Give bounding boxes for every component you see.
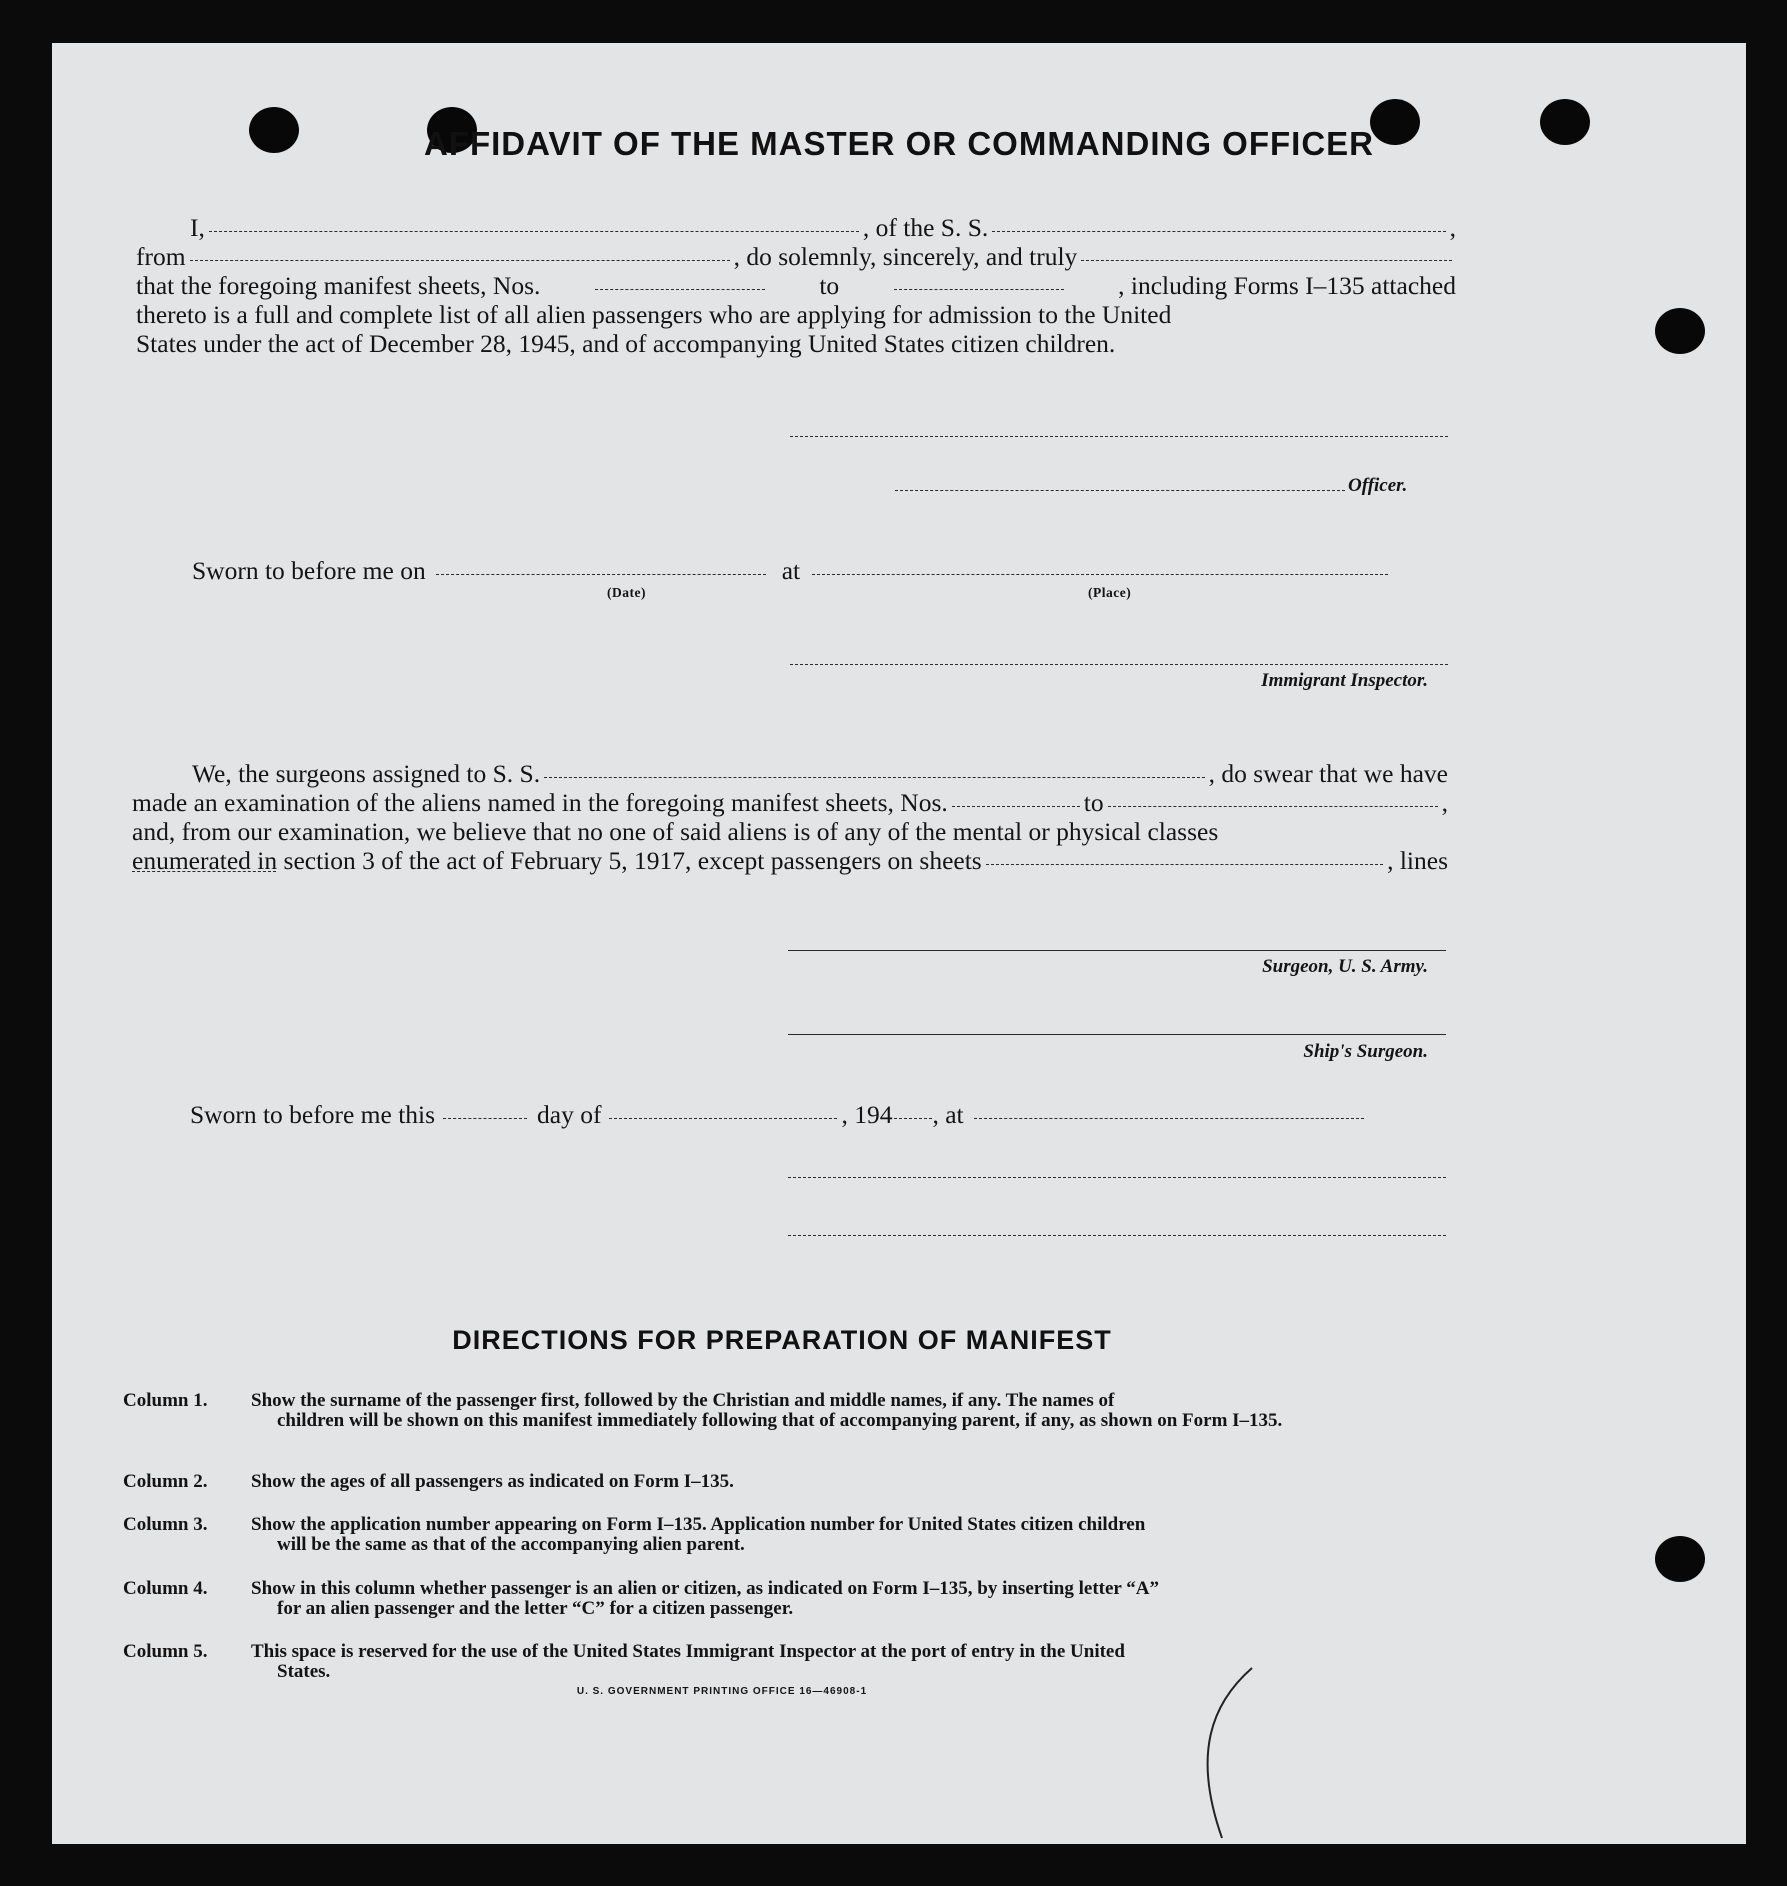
surgeons-paragraph <box>132 759 1448 904</box>
direction-continuation: children will be shown on this manifest immediately following that of accompanying parent, if any, as shown on Form I–135. <box>277 1410 1283 1431</box>
direction-text <box>251 1579 1443 1619</box>
direction-column-2 <box>123 1472 1443 1492</box>
punch-hole <box>1655 1536 1705 1582</box>
direction-text <box>251 1391 1443 1431</box>
affidavit-line-2 <box>136 242 1456 271</box>
direction-column-3 <box>123 1515 1443 1555</box>
affidavit-line-5 <box>136 329 1456 358</box>
master-name-field[interactable] <box>209 231 859 232</box>
direction-text <box>251 1472 1443 1492</box>
sworn-day-field[interactable] <box>443 1118 527 1119</box>
affidavit-line-1 <box>136 213 1456 242</box>
pencil-mark <box>1192 1663 1272 1843</box>
directions-title: DIRECTIONS FOR PREPARATION OF MANIFEST <box>452 1325 1112 1355</box>
direction-column-1 <box>123 1391 1443 1431</box>
printer-imprint: U. S. GOVERNMENT PRINTING OFFICE 16—46908-1 <box>576 1686 868 1697</box>
affidavit-text: I, <box>190 213 205 242</box>
affidavit-text: , do solemnly, sincerely, and truly <box>733 242 1078 271</box>
surgeons-text: and, from our examination, we believe that no one of said aliens is of any of the mental or physical classes <box>132 817 1219 846</box>
sworn-text: Sworn to before me on <box>192 556 426 585</box>
direction-column-label: Column 2. <box>123 1471 208 1492</box>
surgeons-line-2 <box>132 788 1448 817</box>
army-surgeon-label: Surgeon, U. S. Army. <box>1262 956 1428 977</box>
sworn-day-text: Sworn to before me this <box>190 1100 436 1129</box>
affidavit-paragraph <box>136 213 1456 358</box>
form-sheet <box>52 43 1746 1844</box>
inspector-signature-line[interactable] <box>790 664 1448 665</box>
signature-line[interactable] <box>790 436 1448 437</box>
date-label: (Date) <box>607 585 646 600</box>
except-sheets-field[interactable] <box>986 864 1383 865</box>
direction-column-4 <box>123 1579 1443 1619</box>
place-label: (Place) <box>1088 585 1132 600</box>
sworn-day-text: day of <box>537 1100 602 1129</box>
direction-line: Show the application number appearing on Form I–135. Application number for United States citizen children <box>251 1514 1146 1535</box>
sworn-year-field[interactable] <box>894 1118 932 1119</box>
direction-text <box>251 1515 1443 1555</box>
ship-surgeon-signature-line[interactable] <box>788 1034 1446 1035</box>
sworn-month-field[interactable] <box>609 1118 837 1119</box>
sheet-from-field[interactable] <box>595 289 765 290</box>
surgeon-sheet-to-field[interactable] <box>1108 806 1438 807</box>
surgeons-text: to <box>1083 788 1104 817</box>
sworn-place-field[interactable] <box>812 574 1388 575</box>
sheet-to-field[interactable] <box>894 289 1064 290</box>
direction-column-label: Column 5. <box>123 1641 208 1662</box>
affidavit-text: from <box>136 242 186 271</box>
declaration-field[interactable] <box>1081 260 1452 261</box>
direction-column-label: Column 1. <box>123 1390 208 1411</box>
affidavit-text: States under the act of December 28, 1945, and of accompanying United States citizen children. <box>136 329 1116 358</box>
direction-column-label: Column 3. <box>123 1514 208 1535</box>
surgeons-line-5 <box>132 875 1448 904</box>
surgeons-text: enumerated in section 3 of the act of February 5, 1917, except passengers on sheets <box>132 846 982 875</box>
affidavit-text: , <box>1449 213 1456 242</box>
page-title: AFFIDAVIT OF THE MASTER OR COMMANDING OFFICER <box>423 125 1374 162</box>
surgeons-text: , <box>1441 788 1448 817</box>
inspector-label: Immigrant Inspector. <box>1261 670 1428 691</box>
sworn-at-text: at <box>781 556 801 585</box>
surgeons-line-4 <box>132 846 1448 875</box>
signature-line[interactable] <box>788 1177 1446 1178</box>
army-surgeon-signature-line[interactable] <box>788 950 1446 951</box>
signature-line[interactable] <box>788 1235 1446 1236</box>
ship-surgeon-label: Ship's Surgeon. <box>1303 1041 1428 1062</box>
officer-label: Officer. <box>1348 475 1408 496</box>
affidavit-text: to <box>819 271 840 300</box>
affidavit-text: that the foregoing manifest sheets, Nos. <box>136 271 541 300</box>
surgeons-text: , lines <box>1387 846 1448 875</box>
sworn-day-row <box>190 1100 1368 1130</box>
lines-field[interactable] <box>132 871 276 872</box>
sworn-day-text: , 194 <box>841 1100 893 1129</box>
affidavit-text: , including Forms I–135 attached <box>1118 271 1456 300</box>
surgeons-text: We, the surgeons assigned to S. S. <box>192 759 541 788</box>
surgeons-line-3 <box>132 817 1448 846</box>
sworn-day-place-field[interactable] <box>974 1118 1364 1119</box>
sworn-day-text: , at <box>932 1100 964 1129</box>
sworn-date-row <box>192 556 1392 586</box>
direction-line: Show the surname of the passenger first, followed by the Christian and middle names, if any. The names of <box>251 1390 1115 1411</box>
surgeons-line-1 <box>132 759 1448 788</box>
direction-continuation: will be the same as that of the accompanying alien parent. <box>277 1534 745 1555</box>
affidavit-text: thereto is a full and complete list of all alien passengers who are applying for admission to the United <box>136 300 1172 329</box>
officer-signature-line[interactable] <box>895 490 1345 491</box>
direction-line: Show the ages of all passengers as indicated on Form I–135. <box>251 1471 734 1492</box>
surgeon-ship-field[interactable] <box>544 777 1205 778</box>
direction-continuation: States. <box>277 1661 331 1682</box>
sworn-date-field[interactable] <box>436 574 766 575</box>
direction-column-label: Column 4. <box>123 1578 208 1599</box>
affidavit-text: , of the S. S. <box>862 213 989 242</box>
affidavit-line-4 <box>136 300 1456 329</box>
affidavit-line-3 <box>136 271 1456 300</box>
surgeons-text: , do swear that we have <box>1208 759 1448 788</box>
direction-continuation: for an alien passenger and the letter “C” for a citizen passenger. <box>277 1598 794 1619</box>
surgeon-sheet-from-field[interactable] <box>952 806 1080 807</box>
direction-line: This space is reserved for the use of the United States Immigrant Inspector at the port of entry in the United <box>251 1641 1125 1662</box>
surgeons-text: made an examination of the aliens named in the foregoing manifest sheets, Nos. <box>132 788 948 817</box>
punch-hole <box>1655 308 1705 354</box>
from-port-field[interactable] <box>190 260 730 261</box>
direction-line: Show in this column whether passenger is an alien or citizen, as indicated on Form I–135, by inserting letter “A” <box>251 1578 1159 1599</box>
ship-name-field[interactable] <box>992 231 1445 232</box>
